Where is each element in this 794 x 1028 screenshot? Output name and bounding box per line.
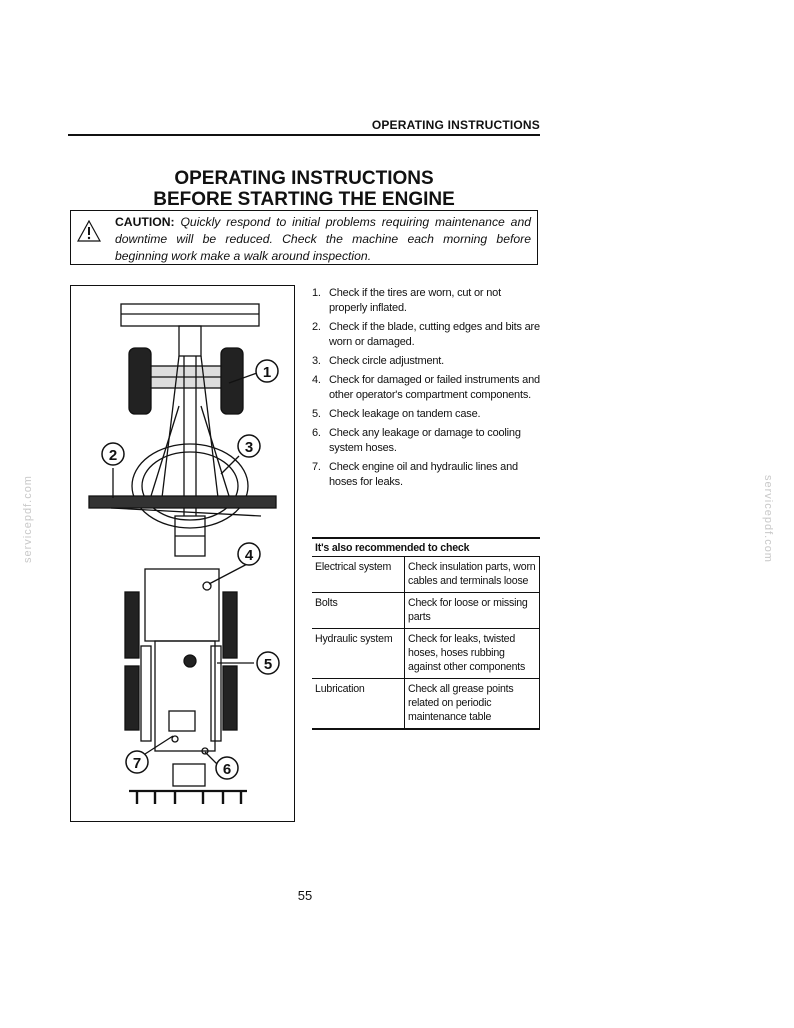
page-number: 55	[297, 888, 313, 903]
caution-box	[70, 210, 538, 265]
operator-cab	[145, 569, 219, 641]
step-number: 1.	[312, 287, 321, 299]
callout-4-label: 4	[244, 547, 254, 564]
list-item	[312, 354, 540, 369]
header-rule	[68, 134, 540, 136]
grader-top-view-illustration	[71, 286, 296, 823]
table-row	[312, 629, 540, 679]
table-cell-item: Lubrication	[312, 679, 405, 730]
callout-2-label: 2	[108, 447, 118, 464]
step-text: Check circle adjustment.	[329, 355, 445, 367]
table-cell-item: Hydraulic system	[312, 629, 405, 679]
rear-right-tire-front	[223, 592, 237, 658]
step-number: 6.	[312, 427, 321, 439]
step-number: 2.	[312, 321, 321, 333]
recommended-checks-table	[312, 537, 540, 730]
caution-label: CAUTION:	[115, 215, 175, 229]
table-cell-check: Check all grease points related on periodic maintenance table	[405, 679, 540, 730]
step-text: Check for damaged or failed instruments and other operator's compartment components.	[329, 374, 540, 401]
warning-triangle-icon	[77, 220, 101, 242]
step-text: Check engine oil and hydraulic lines and hoses for leaks.	[329, 461, 518, 488]
watermark-left: servicepdf.com	[22, 475, 34, 563]
step-number: 4.	[312, 374, 321, 386]
table-cell-item: Electrical system	[312, 557, 405, 593]
table-cell-check: Check for loose or missing parts	[405, 593, 540, 629]
list-item	[312, 426, 540, 456]
list-item	[312, 460, 540, 490]
table-heading: It's also recommended to check	[312, 538, 540, 557]
callout-7-label: 7	[132, 755, 142, 772]
step-text: Check if the blade, cutting edges and bits are worn or damaged.	[329, 321, 540, 348]
list-item	[312, 407, 540, 422]
list-item	[312, 373, 540, 403]
caution-text	[115, 214, 531, 265]
table-cell-check: Check insulation parts, worn cables and terminals loose	[405, 557, 540, 593]
step-text: Check leakage on tandem case.	[329, 408, 481, 420]
page-subtitle: BEFORE STARTING THE ENGINE	[153, 189, 455, 210]
step-number: 7.	[312, 461, 321, 473]
step-text: Check any leakage or damage to cooling system hoses.	[329, 427, 521, 454]
caution-body: Quickly respond to initial problems requiring maintenance and downtime will be reduced. Check the machine each morning before beginning work make a walk around inspection.	[115, 215, 531, 263]
step-number: 3.	[312, 355, 321, 367]
page-title: OPERATING INSTRUCTIONS	[174, 168, 434, 189]
front-right-tire	[221, 348, 243, 414]
front-left-tire	[129, 348, 151, 414]
machine-diagram	[70, 285, 295, 822]
watermark-right: servicepdf.com	[762, 475, 774, 563]
moldboard-blade	[89, 496, 276, 508]
callout-5-label: 5	[263, 656, 273, 673]
table-cell-check: Check for leaks, twisted hoses, hoses rubbing against other components	[405, 629, 540, 679]
running-header: OPERATING INSTRUCTIONS	[371, 118, 540, 132]
rear-left-tire-front	[125, 592, 139, 658]
callout-1-label: 1	[262, 364, 272, 381]
callout-3-label: 3	[244, 439, 254, 456]
rear-left-tire-rear	[125, 666, 139, 730]
table-cell-item: Bolts	[312, 593, 405, 629]
table-row	[312, 679, 540, 730]
list-item	[312, 320, 540, 350]
callout-6-label: 6	[222, 761, 232, 778]
step-text: Check if the tires are worn, cut or not properly inflated.	[329, 287, 501, 314]
table-row	[312, 593, 540, 629]
front-push-plate	[121, 304, 259, 326]
step-number: 5.	[312, 408, 321, 420]
list-item	[312, 286, 540, 316]
table-row	[312, 557, 540, 593]
inspection-steps-list	[312, 286, 540, 494]
rear-right-tire-rear	[223, 666, 237, 730]
